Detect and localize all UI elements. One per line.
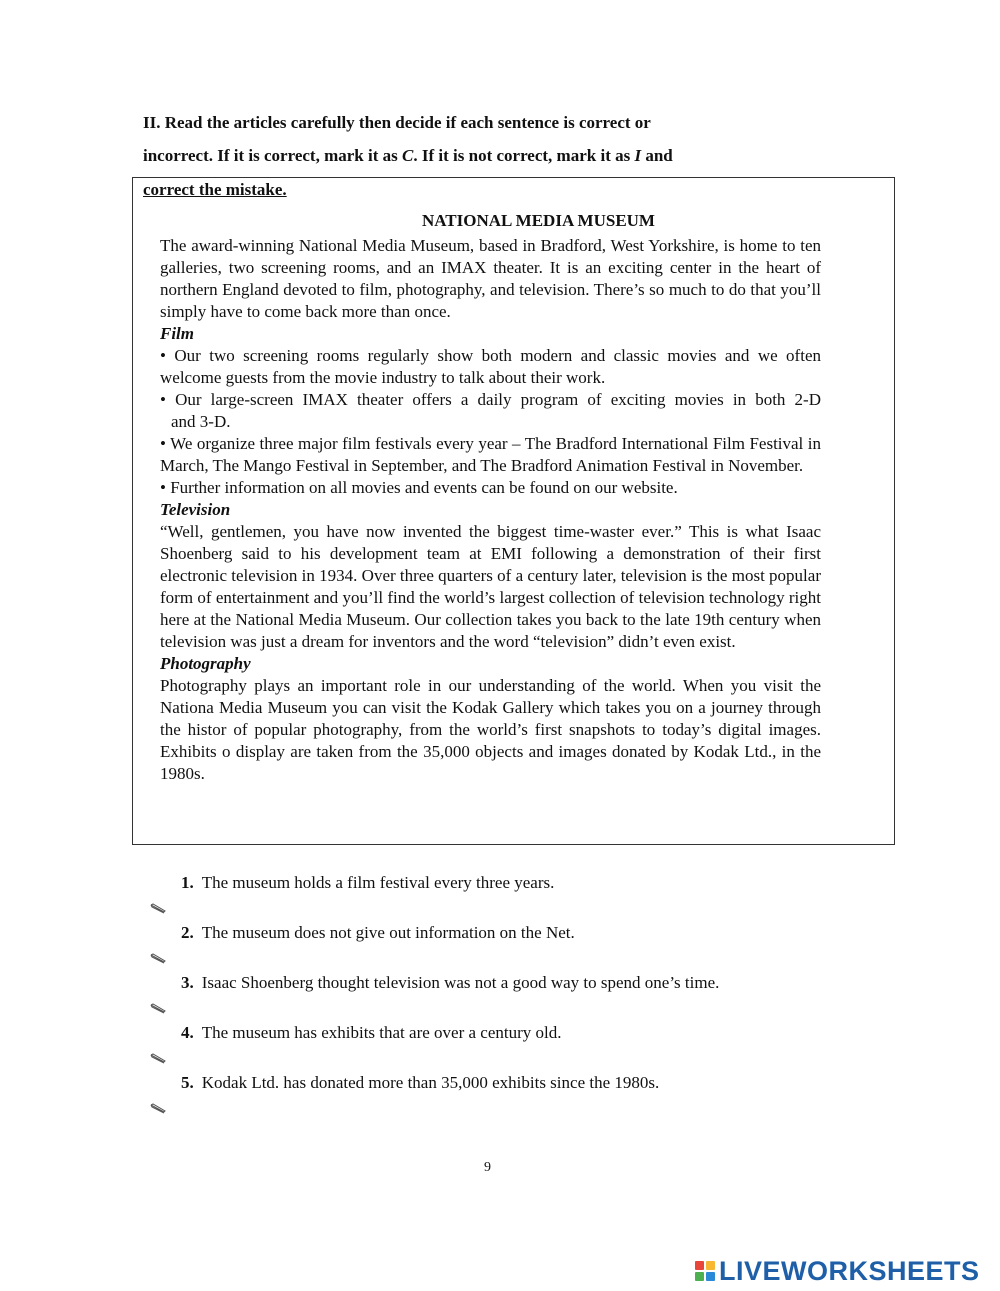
question-2: 2. The museum does not give out information on the Net. xyxy=(181,923,575,942)
page-number: 9 xyxy=(484,1160,491,1175)
pencil-icon xyxy=(150,903,166,915)
instruction-line-2: incorrect. If it is correct, mark it as C. If it is not correct, mark it as I and xyxy=(143,146,673,165)
article-box xyxy=(132,177,895,845)
article-title: NATIONAL MEDIA MUSEUM xyxy=(422,211,655,230)
liveworksheets-logo[interactable] xyxy=(695,1256,980,1286)
pencil-icon xyxy=(150,953,166,965)
film-bullet-2-cont: and 3-D. xyxy=(171,412,231,431)
pencil-icon xyxy=(150,1003,166,1015)
instruction-line-1: II. Read the articles carefully then decide if each sentence is correct or xyxy=(143,113,651,132)
logo-blocks-icon xyxy=(695,1261,715,1281)
article-body xyxy=(160,235,821,785)
photography-heading: Photography xyxy=(160,654,251,673)
film-bullet-2: • Our large-screen IMAX theater offers a daily program of exciting movies in both 2-D xyxy=(160,390,821,409)
film-bullet-1: • Our two screening rooms regularly show both modern and classic movies and we often welcome guests from the movie industry to talk about their work. xyxy=(160,346,821,387)
film-bullet-4: • Further information on all movies and events can be found on our website. xyxy=(160,478,678,497)
film-bullet-3: • We organize three major film festivals every year – The Bradford International Film Festival in March, The Mango Festival in September, and The Bradford Animation Festival in November. xyxy=(160,434,821,475)
question-3: 3. Isaac Shoenberg thought television was not a good way to spend one’s time. xyxy=(181,973,720,992)
question-5: 5. Kodak Ltd. has donated more than 35,000 exhibits since the 1980s. xyxy=(181,1073,660,1092)
television-heading: Television xyxy=(160,500,231,519)
television-text: “Well, gentlemen, you have now invented the biggest time-waster ever.” This is what Isaac Shoenberg said to his development team at EMI following a demonstration of their first electronic television in 1934. Over three quarters of a century later, television is the most popular form of entertainment and you’ll find the world’s largest collection of television technology right here at the National Media Museum. Our collection takes you back to the late 19th century when television was just a dream for inventors and the word “television” didn’t even exist. xyxy=(160,522,821,651)
instruction-line-3: correct the mistake. xyxy=(143,180,287,199)
film-heading: Film xyxy=(160,324,195,343)
logo-text: LIVEWORKSHEETS xyxy=(719,1255,980,1286)
photography-text: Photography plays an important role in our understanding of the world. When you visit the Nationa Media Museum you can visit the Kodak Gallery which takes you on a journey through the histor of popular photography, from the world’s first snapshots to today’s digital images. Exhibits o display are taken from the 35,000 objects and images donated by Kodak Ltd., in the 1980s. xyxy=(160,676,821,783)
question-1: 1. The museum holds a film festival every three years. xyxy=(181,873,555,892)
article-intro: The award-winning National Media Museum, based in Bradford, West Yorkshire, is home to ten galleries, two screening rooms, and an IMAX theater. It is an exciting center in the heart of northern England devoted to film, photography, and television. There’s so much to do that you’ll simply have to come back more than once. xyxy=(160,236,821,321)
question-4: 4. The museum has exhibits that are over a century old. xyxy=(181,1023,562,1042)
pencil-icon xyxy=(150,1103,166,1115)
pencil-icon xyxy=(150,1053,166,1065)
